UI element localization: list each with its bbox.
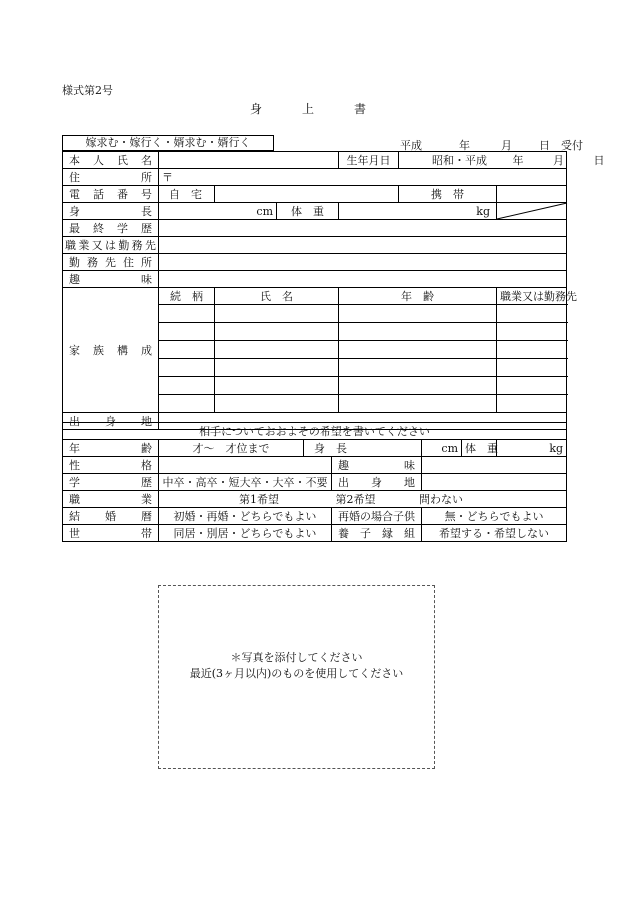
personal-info-table <box>62 151 605 430</box>
photo-instruction: ＊写真を添付してください <box>230 651 363 664</box>
received-month: 月 <box>501 139 512 152</box>
mobile-phone-field[interactable] <box>497 186 567 203</box>
weight-field[interactable] <box>339 203 497 220</box>
pref-household-options: 同居・別居・どちらでもよい <box>173 526 317 540</box>
family-header-job: 職業又は勤務先 <box>497 288 567 305</box>
family-cell[interactable] <box>497 395 567 413</box>
education-label: 最終学歴 <box>63 220 159 237</box>
family-cell[interactable] <box>159 341 215 359</box>
pref-remarriage-children-field[interactable] <box>422 508 567 525</box>
pref-hobby-field[interactable] <box>422 457 567 474</box>
family-cell[interactable] <box>215 305 339 323</box>
mobile-phone-label: 携 帯 <box>399 186 497 203</box>
height-field[interactable] <box>159 203 277 220</box>
preferences-heading: 相手についておおよその希望を書いてください <box>63 423 567 440</box>
work-address-label: 勤務先住所 <box>63 254 159 271</box>
received-day: 日 <box>539 139 550 152</box>
birth-year-unit: 年 <box>512 153 524 167</box>
pref-household-label: 世帯 <box>63 525 159 542</box>
pref-household-field[interactable] <box>159 525 332 542</box>
pref-age-field[interactable] <box>159 440 304 457</box>
family-cell[interactable] <box>159 377 215 395</box>
name-field[interactable] <box>159 152 339 169</box>
home-phone-label: 自 宅 <box>159 186 215 203</box>
family-label: 家族構成 <box>63 288 159 413</box>
birth-field[interactable] <box>399 152 605 169</box>
photo-area[interactable] <box>158 585 435 769</box>
origin-label: 出身地 <box>63 413 159 430</box>
pref-marriage-field[interactable] <box>159 508 332 525</box>
birth-label: 生年月日 <box>339 152 399 169</box>
pref-education-label: 学歴 <box>63 474 159 491</box>
family-cell[interactable] <box>339 395 497 413</box>
family-cell[interactable] <box>339 341 497 359</box>
pref-weight-field[interactable] <box>497 440 567 457</box>
diagonal-cell <box>497 203 567 220</box>
birth-month-unit: 月 <box>553 153 565 167</box>
family-cell[interactable] <box>215 395 339 413</box>
hobby-field[interactable] <box>159 271 567 288</box>
pref-adoption-label: 養子縁組 <box>332 525 422 542</box>
diagonal-line <box>497 203 567 219</box>
pref-job-first: 第1希望 <box>239 492 279 506</box>
work-address-field[interactable] <box>159 254 567 271</box>
birth-era: 昭和・平成 <box>432 153 488 167</box>
pref-remarriage-children-label: 再婚の場合子供 <box>332 508 422 525</box>
pref-height-unit: cm <box>441 441 458 455</box>
pref-remarriage-children-options: 無・どちらでもよい <box>444 509 544 523</box>
family-cell[interactable] <box>339 323 497 341</box>
pref-hobby-label: 趣味 <box>332 457 422 474</box>
pref-age-label: 年齢 <box>63 440 159 457</box>
family-cell[interactable] <box>497 341 567 359</box>
type-selection-box: 嫁求む・嫁行く・婿求む・婿行く <box>62 135 274 151</box>
family-cell[interactable] <box>497 377 567 395</box>
pref-education-options: 中卒・高卒・短大卒・大卒・不要 <box>162 475 328 489</box>
pref-job-second: 第2希望 <box>335 492 376 506</box>
weight-unit: kg <box>476 204 491 218</box>
postal-mark: 〒 <box>162 170 173 184</box>
pref-height-cell[interactable] <box>304 440 422 457</box>
home-phone-field[interactable] <box>215 186 399 203</box>
pref-origin-label: 出身地 <box>332 474 422 491</box>
pref-adoption-options: 希望する・希望しない <box>439 526 550 540</box>
family-header-name: 氏 名 <box>215 288 339 305</box>
pref-height-field[interactable] <box>422 440 462 457</box>
pref-personality-field[interactable] <box>159 457 332 474</box>
received-year: 年 <box>459 139 470 152</box>
family-cell[interactable] <box>159 323 215 341</box>
job-label: 職業又は勤務先 <box>63 237 159 254</box>
pref-education-field[interactable] <box>159 474 332 491</box>
pref-height-label: 身 長 <box>314 441 347 455</box>
family-cell[interactable] <box>215 323 339 341</box>
family-cell[interactable] <box>215 359 339 377</box>
address-label: 住所 <box>63 169 159 186</box>
pref-weight-label: 体 重 <box>462 440 497 457</box>
phone-label: 電話番号 <box>63 186 159 203</box>
family-cell[interactable] <box>215 377 339 395</box>
family-cell[interactable] <box>339 377 497 395</box>
pref-weight-unit: kg <box>549 441 564 455</box>
pref-personality-label: 性格 <box>63 457 159 474</box>
height-unit: cm <box>256 204 273 218</box>
preferences-table <box>62 422 567 542</box>
family-cell[interactable] <box>497 323 567 341</box>
family-header-age: 年 齢 <box>339 288 497 305</box>
family-cell[interactable] <box>497 359 567 377</box>
pref-job-label: 職業 <box>63 491 159 508</box>
job-field[interactable] <box>159 237 567 254</box>
family-cell[interactable] <box>339 305 497 323</box>
name-label: 本人氏名 <box>63 152 159 169</box>
pref-marriage-label: 結婚暦 <box>63 508 159 525</box>
height-label: 身長 <box>63 203 159 220</box>
education-field[interactable] <box>159 220 567 237</box>
weight-label: 体 重 <box>277 203 339 220</box>
form-number: 様式第2号 <box>62 84 113 97</box>
family-cell[interactable] <box>339 359 497 377</box>
family-header-relation: 続 柄 <box>159 288 215 305</box>
received-label: 受付 <box>561 139 583 152</box>
document-title: 身 上 書 <box>249 102 380 116</box>
address-field[interactable] <box>159 169 567 186</box>
hobby-label: 趣味 <box>63 271 159 288</box>
pref-age-range: 才〜 才位まで <box>192 441 270 455</box>
pref-origin-field[interactable] <box>422 474 567 491</box>
family-cell[interactable] <box>215 341 339 359</box>
family-cell[interactable] <box>159 395 215 413</box>
pref-marriage-options: 初婚・再婚・どちらでもよい <box>173 509 317 523</box>
birth-day-unit: 日 <box>593 153 605 167</box>
family-cell[interactable] <box>497 305 567 323</box>
family-cell[interactable] <box>159 305 215 323</box>
family-cell[interactable] <box>159 359 215 377</box>
pref-adoption-field[interactable] <box>422 525 567 542</box>
photo-recency-note: 最近(3ヶ月以内)のものを使用してください <box>189 667 404 680</box>
received-era: 平成 <box>400 139 422 152</box>
pref-job-any: 問わない <box>419 492 463 506</box>
pref-job-field[interactable] <box>159 491 567 508</box>
